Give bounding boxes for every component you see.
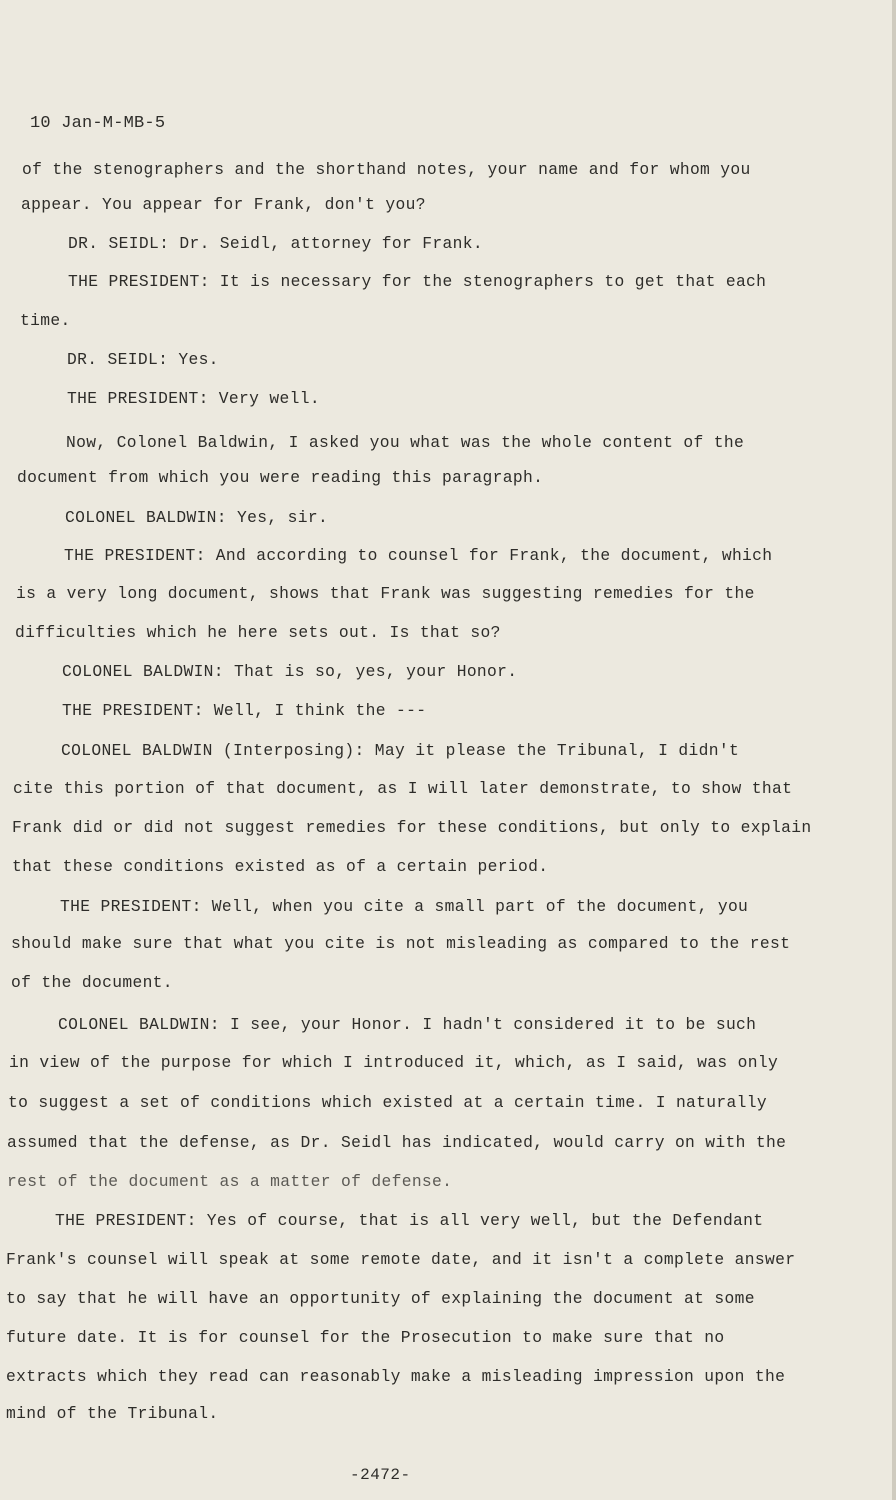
text-line: Frank did or did not suggest remedies for these conditions, but only to explain xyxy=(12,818,812,837)
text-line: in view of the purpose for which I introduced it, which, as I said, was only xyxy=(9,1053,779,1072)
text-line: DR. SEIDL: Yes. xyxy=(67,350,219,369)
text-line: extracts which they read can reasonably make a misleading impression upon the xyxy=(6,1367,786,1386)
text-line: assumed that the defense, as Dr. Seidl has indicated, would carry on with the xyxy=(7,1133,787,1152)
text-line: THE PRESIDENT: Yes of course, that is all very well, but the Defendant xyxy=(55,1211,764,1230)
text-line: is a very long document, shows that Frank was suggesting remedies for the xyxy=(16,584,755,603)
text-line: of the document. xyxy=(11,973,173,992)
text-line: that these conditions existed as of a certain period. xyxy=(12,857,549,876)
text-line: Frank's counsel will speak at some remote date, and it isn't a complete answer xyxy=(6,1250,796,1269)
text-line: mind of the Tribunal. xyxy=(6,1404,219,1423)
page-edge xyxy=(892,0,896,1500)
text-line: to say that he will have an opportunity of explaining the document at some xyxy=(6,1289,755,1308)
text-line: THE PRESIDENT: Very well. xyxy=(67,389,321,408)
text-line: appear. You appear for Frank, don't you? xyxy=(21,195,426,214)
text-line: document from which you were reading this paragraph. xyxy=(17,468,544,487)
text-line: DR. SEIDL: Dr. Seidl, attorney for Frank. xyxy=(68,234,483,253)
text-line: COLONEL BALDWIN: That is so, yes, your Honor. xyxy=(62,662,518,681)
text-line: to suggest a set of conditions which existed at a certain time. I naturally xyxy=(8,1093,768,1112)
text-line: cite this portion of that document, as I will later demonstrate, to show that xyxy=(13,779,793,798)
text-line: of the stenographers and the shorthand notes, your name and for whom you xyxy=(22,160,751,179)
text-line: time. xyxy=(20,311,71,330)
text-line: THE PRESIDENT: And according to counsel for Frank, the document, which xyxy=(64,546,773,565)
text-line: difficulties which he here sets out. Is that so? xyxy=(15,623,501,642)
text-line: should make sure that what you cite is not misleading as compared to the rest xyxy=(11,934,791,953)
text-line: COLONEL BALDWIN (Interposing): May it please the Tribunal, I didn't xyxy=(61,741,740,760)
text-line: COLONEL BALDWIN: Yes, sir. xyxy=(65,508,329,527)
page-number: -2472- xyxy=(350,1466,411,1484)
text-line: THE PRESIDENT: Well, when you cite a small part of the document, you xyxy=(60,897,749,916)
text-line: Now, Colonel Baldwin, I asked you what was the whole content of the xyxy=(66,433,745,452)
text-line: THE PRESIDENT: Well, I think the --- xyxy=(62,701,427,720)
text-line: COLONEL BALDWIN: I see, your Honor. I hadn't considered it to be such xyxy=(58,1015,757,1034)
text-line: future date. It is for counsel for the Prosecution to make sure that no xyxy=(6,1328,725,1347)
text-line: THE PRESIDENT: It is necessary for the stenographers to get that each xyxy=(68,272,767,291)
text-line: rest of the document as a matter of defense. xyxy=(7,1172,453,1191)
page-header: 10 Jan-M-MB-5 xyxy=(30,114,166,133)
